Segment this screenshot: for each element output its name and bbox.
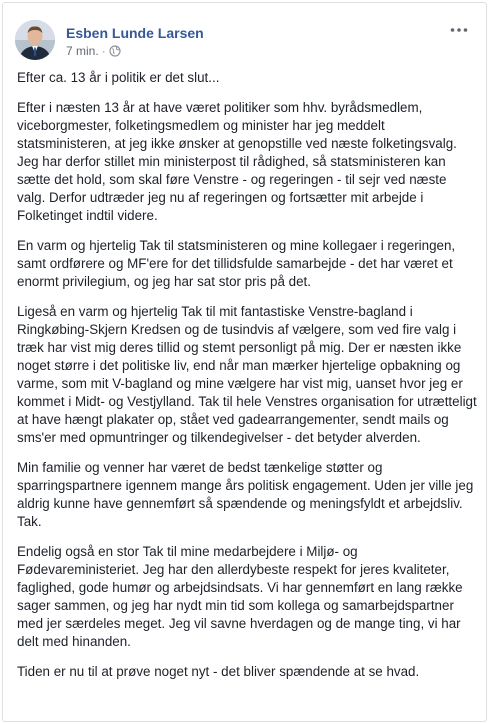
avatar[interactable] xyxy=(15,20,55,60)
post-paragraph: Min familie og venner har været de bedst tænkelige støtter og sparringspartnere igennem mange års politisk engagement. Uden jer ville jeg aldrig kunne have gennemført så spændende og meningsfyldt et arbejdsliv. Tak. xyxy=(17,460,474,529)
post-body xyxy=(17,69,477,693)
post-paragraph: En varm og hjertelig Tak til statsministeren og mine kollegaer i regeringen, samt ordførere og MF'ere for det tillidsfulde samarbejde - det har været et enormt privilegium, og jeg har sat stor pris på det. xyxy=(17,238,456,289)
post-meta xyxy=(66,44,121,58)
post-paragraph: Tiden er nu til at prøve noget nyt - det bliver spændende at se hvad. xyxy=(17,664,420,679)
post-paragraph: Endelig også en stor Tak til mine medarbejdere i Miljø- og Fødevareministeriet. Jeg har den allerdybeste respekt for jeres kvaliteter, faglighed, gode humør og arbejdsindsats. Vi har gennemført en lang række sager sammen, og jeg har nydt min tid som kollega og samarbejdspartner med jer særdeles meget. Jeg vil savne hverdagen og de mange ting, vi har delt med hinanden. xyxy=(17,544,463,649)
author-name[interactable]: Esben Lunde Larsen xyxy=(66,25,204,41)
post-header xyxy=(15,20,474,64)
post-paragraph: Efter ca. 13 år i politik er det slut... xyxy=(17,70,220,85)
post-paragraph: Ligeså en varm og hjertelig Tak til mit fantastiske Venstre-bagland i Ringkøbing-Skjern Kredsen og de tusindvis af vælgere, som ved fire valg i træk har vist mig deres tillid og stemt personligt på mig. Der er næsten ikke noget større i det politiske liv, end når man mærker hjertelige opbakning og varme, som mit V-bagland og mine vælgere har vist mig, uanset hvor jeg er kommet i Midt- og Vestjylland. Tak til hele Venstres organisation for utrætteligt at have hængt plakater op, stået ved gadearrangementer, sendt mails og sms'er med opmuntringer og tilkendegivelser - det betyder alverden. xyxy=(17,304,477,445)
post-card xyxy=(2,2,487,722)
meta-separator: · xyxy=(101,44,106,58)
globe-icon[interactable] xyxy=(109,45,121,57)
post-time[interactable]: 7 min. xyxy=(66,44,99,58)
more-options-icon[interactable] xyxy=(447,22,471,38)
post-paragraph: Efter i næsten 13 år at have været politiker som hhv. byrådsmedlem, viceborgmester, folketingsmedlem og minister har jeg meddelt statsministeren, at jeg ikke ønsker at genopstille ved næste folketingsvalg. Jeg har derfor stillet min ministerpost til rådighed, så statsministeren kan sætte det hold, som skal føre Venstre - og regeringen - til sejr ved næste valg. Derfor udtræder jeg nu af regeringen og fortsætter mit arbejde i Folketinget indtil videre. xyxy=(17,100,457,223)
